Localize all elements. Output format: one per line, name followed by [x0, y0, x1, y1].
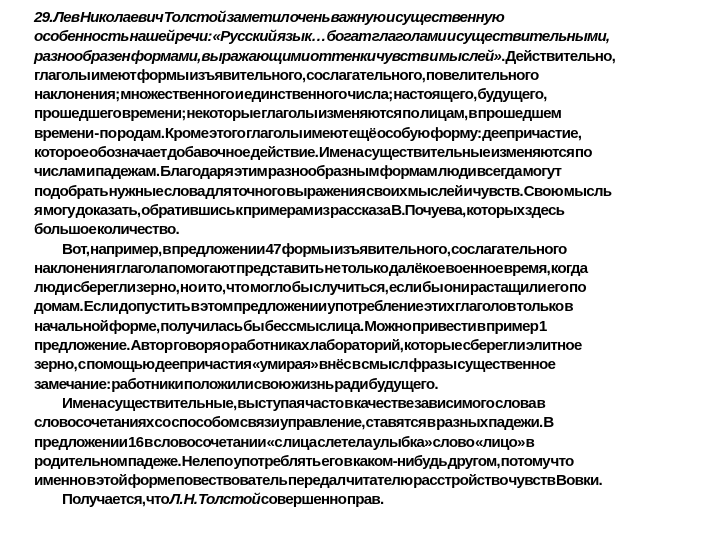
text-line	[6, 47, 714, 66]
text-line: домам. Если допустить в этом предложении употребление этих глаголов только в	[34, 298, 573, 316]
text-line: словосочетаниях со способом связи управление, ставятся в разных падежи. В	[34, 414, 554, 432]
text-line: числам и падежам. Благодаря этим разнообразным формам люди всегда могут	[34, 163, 562, 181]
text-line: наклонения; множественного и единственного числа; настоящего, будущего,	[34, 86, 547, 104]
quote-text: особенность нашей речи: «Русский язык… богат глаголами и существительными,	[34, 28, 610, 46]
text-line: родительном падеже. Нелепо употреблять его в каком-нибудь другом, потому что	[34, 452, 574, 470]
text-line	[6, 490, 714, 509]
paragraph-2	[6, 240, 714, 394]
paragraph-3	[6, 394, 714, 490]
text-line: прошедшего времени; некоторые глаголы изменяются по лицам, в прошедшем	[34, 105, 562, 123]
text-line: люди сберегли зерно, но и то, что могло бы случиться, если бы они растащили его по	[34, 279, 586, 297]
text-line	[6, 394, 714, 413]
paragraph-1	[6, 8, 714, 240]
text-line	[6, 27, 714, 46]
text-line: начальной форме, получилась бы бессмыслица. Можно привести в пример 1	[34, 317, 547, 335]
text-line: времени - по родам. Кроме этого глаголы имеют ещё особую форму: деепричастие,	[34, 124, 582, 142]
quote-text: разнообразен формами, выражающими оттенки чувств и мыслей»	[34, 47, 502, 65]
essay-text	[6, 8, 714, 510]
text-line: наклонения глагола помогают представить не только далёкое военное время, когда	[34, 259, 588, 277]
text-run: Вот, например, в предложении 47 формы изъявительного, сослагательного	[62, 240, 567, 258]
paragraph-4	[6, 490, 714, 509]
text-line: большое количество.	[34, 221, 179, 239]
text-line: глаголы имеют формы изъявительного, сослагательного, повелительного	[34, 66, 539, 84]
text-line: именно в этой форме повествователь передал читателю расстройство чувств Вовки.	[34, 472, 602, 490]
text-line: замечание: работники положили свою жизнь ради будущего.	[34, 375, 438, 393]
text-line: предложении 16 в словосочетании «с лица слетела улыбка» слово «лицо» в	[34, 433, 534, 451]
text-run: Получается, что	[62, 491, 170, 509]
quote-intro: 29. Лев Николаевич Толстой заметил очень важную и существенную	[34, 9, 504, 26]
text-line	[6, 8, 714, 27]
text-line: я могу доказать, обратившись к примерам из рассказа В.Почуева, которых здесь	[34, 201, 565, 219]
text-run: Имена существительные, выступая часто в качестве зависимого слова в	[62, 394, 546, 412]
text-line: подобрать нужные слова для точного выражения своих мыслей и чувств. Свою мысль	[34, 182, 612, 200]
text-line: которое обозначает добавочное действие. Имена существительные изменяются по	[34, 144, 592, 162]
text-run: . Действительно,	[501, 47, 616, 65]
text-run: совершенно прав.	[259, 491, 384, 509]
author-name: Л. Н. Толстой	[169, 491, 260, 509]
text-line: предложение. Автор говоря о работниках лабораторий, которые сберегли элитное	[34, 337, 582, 355]
text-line	[6, 240, 714, 259]
text-line: зерно, с помощью деепричастия «умирая» внёс в смысл фразы существенное	[34, 356, 556, 374]
